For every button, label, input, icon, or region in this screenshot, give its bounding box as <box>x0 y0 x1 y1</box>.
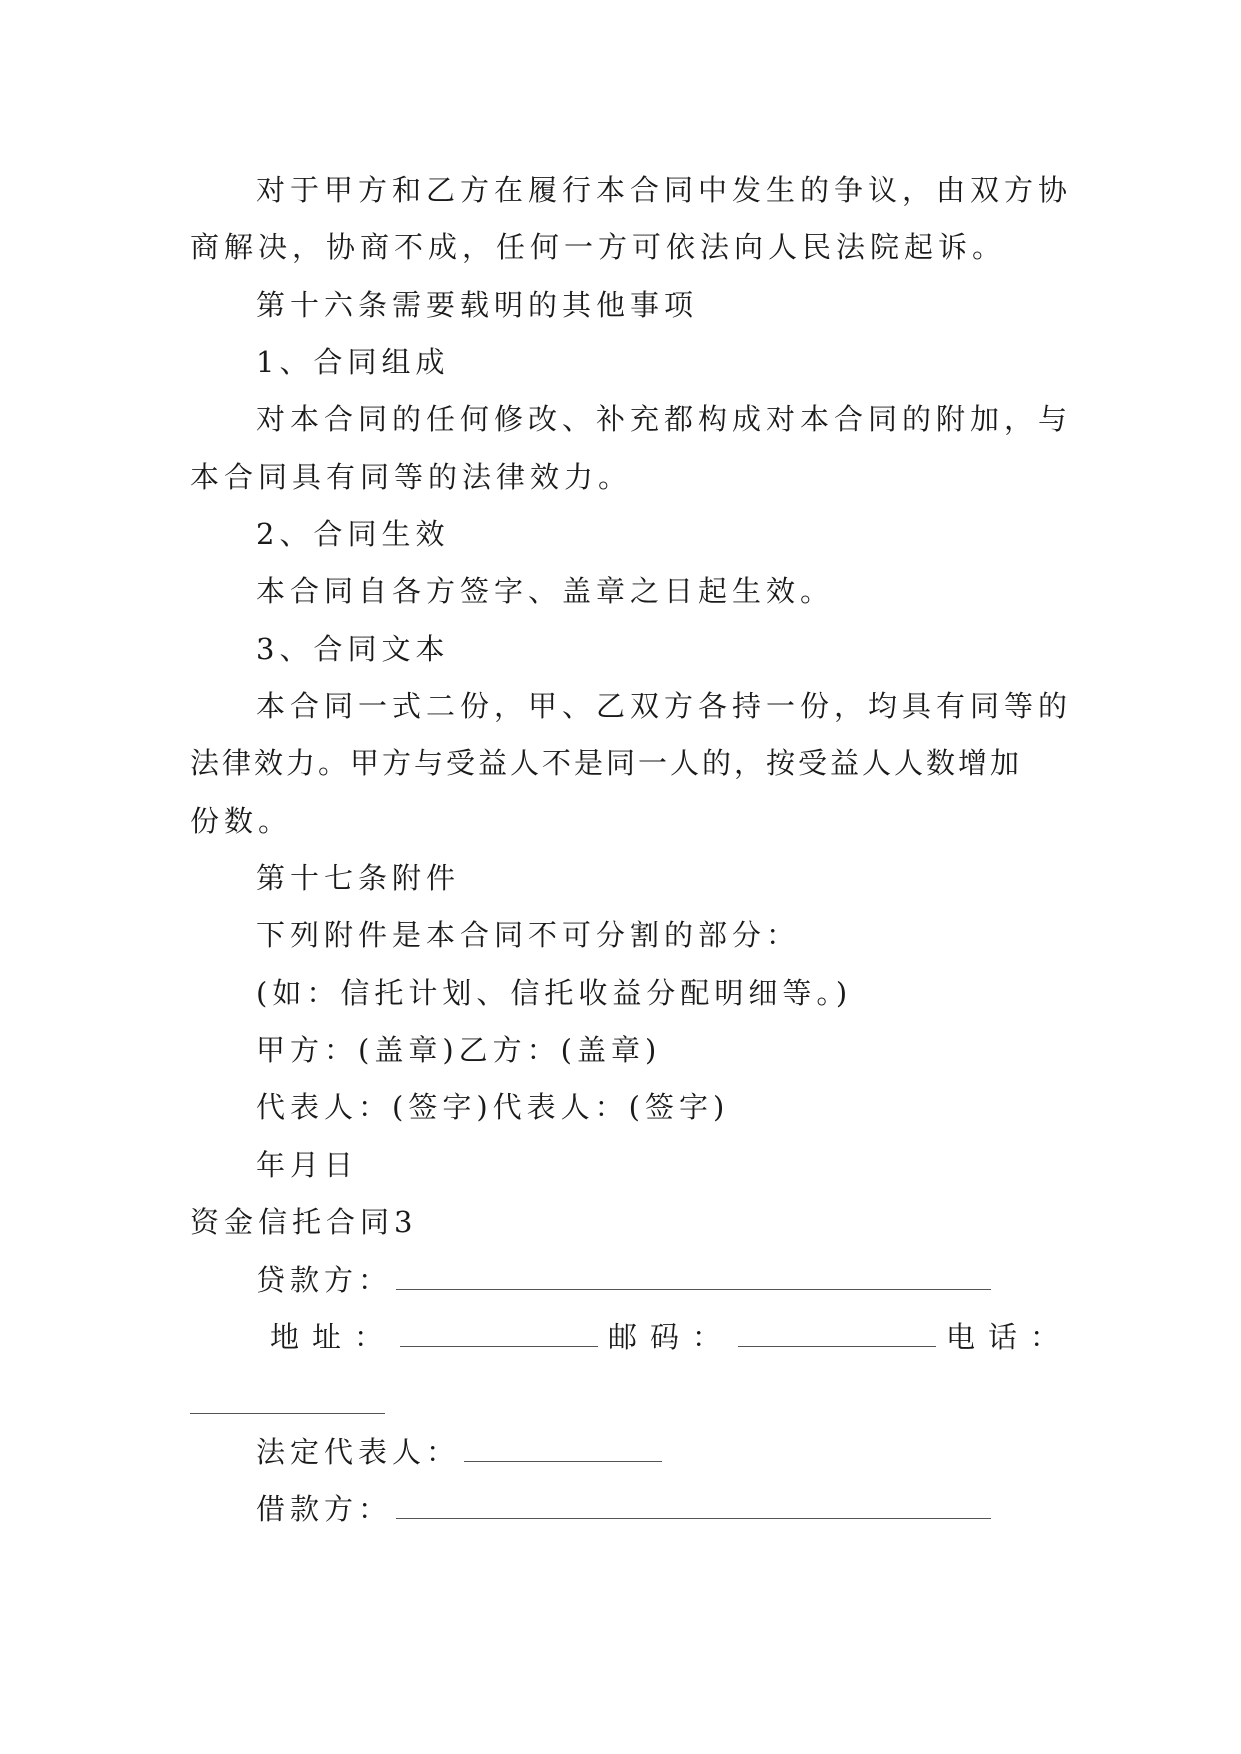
contract-3-title: 资金信托合同3 <box>190 1205 418 1239</box>
paragraph-dispute-line-2: 商解决，协商不成，任何一方可依法向人民法院起诉。 <box>190 230 1007 264</box>
address-label: 地址： <box>270 1320 397 1354</box>
paragraph-dispute-line-1: 对于甲方和乙方在履行本合同中发生的争议，由双方协 <box>256 173 1073 207</box>
article-16-heading: 第十六条需要载明的其他事项 <box>256 288 699 322</box>
article-17-heading: 第十七条附件 <box>256 861 461 895</box>
paragraph-effective: 本合同自各方签字、盖章之日起生效。 <box>256 574 835 608</box>
representative-sign-line: 代表人：(签字)代表人：(签字) <box>256 1090 730 1124</box>
paragraph-copies-line-2: 法律效力。甲方与受益人不是同一人的，按受益人人数增加 <box>190 746 1023 780</box>
legal-rep-blank[interactable] <box>464 1439 662 1462</box>
paragraph-composition-line-1: 对本合同的任何修改、补充都构成对本合同的附加，与 <box>256 402 1073 436</box>
phone-blank[interactable] <box>190 1413 385 1414</box>
paragraph-copies-line-1: 本合同一式二份，甲、乙双方各持一份，均具有同等的 <box>256 689 1073 723</box>
address-blank[interactable] <box>400 1324 598 1347</box>
borrower-blank[interactable] <box>396 1496 991 1519</box>
item-3-heading: 3、合同文本 <box>256 632 450 666</box>
attachments-example: (如：信托计划、信托收益分配明细等。) <box>256 976 853 1010</box>
paragraph-composition-line-2: 本合同具有同等的法律效力。 <box>190 460 633 494</box>
date-line: 年月日 <box>256 1148 359 1182</box>
postcode-blank[interactable] <box>738 1324 936 1347</box>
item-1-heading: 1、合同组成 <box>256 345 450 379</box>
phone-label: 电话： <box>946 1320 1073 1354</box>
party-seal-line: 甲方：(盖章)乙方：(盖章) <box>256 1033 662 1067</box>
postcode-label: 邮码： <box>608 1320 735 1354</box>
paragraph-copies-line-3: 份数。 <box>190 804 293 838</box>
legal-rep-label: 法定代表人： <box>256 1435 461 1469</box>
lender-row <box>256 1262 991 1298</box>
legal-rep-row <box>256 1434 662 1470</box>
lender-label: 贷款方： <box>256 1263 393 1297</box>
item-2-heading: 2、合同生效 <box>256 517 450 551</box>
lender-blank[interactable] <box>396 1267 991 1290</box>
borrower-label: 借款方： <box>256 1492 393 1526</box>
borrower-row <box>256 1491 991 1527</box>
address-row <box>270 1319 1072 1355</box>
attachments-intro: 下列附件是本合同不可分割的部分： <box>256 918 801 952</box>
